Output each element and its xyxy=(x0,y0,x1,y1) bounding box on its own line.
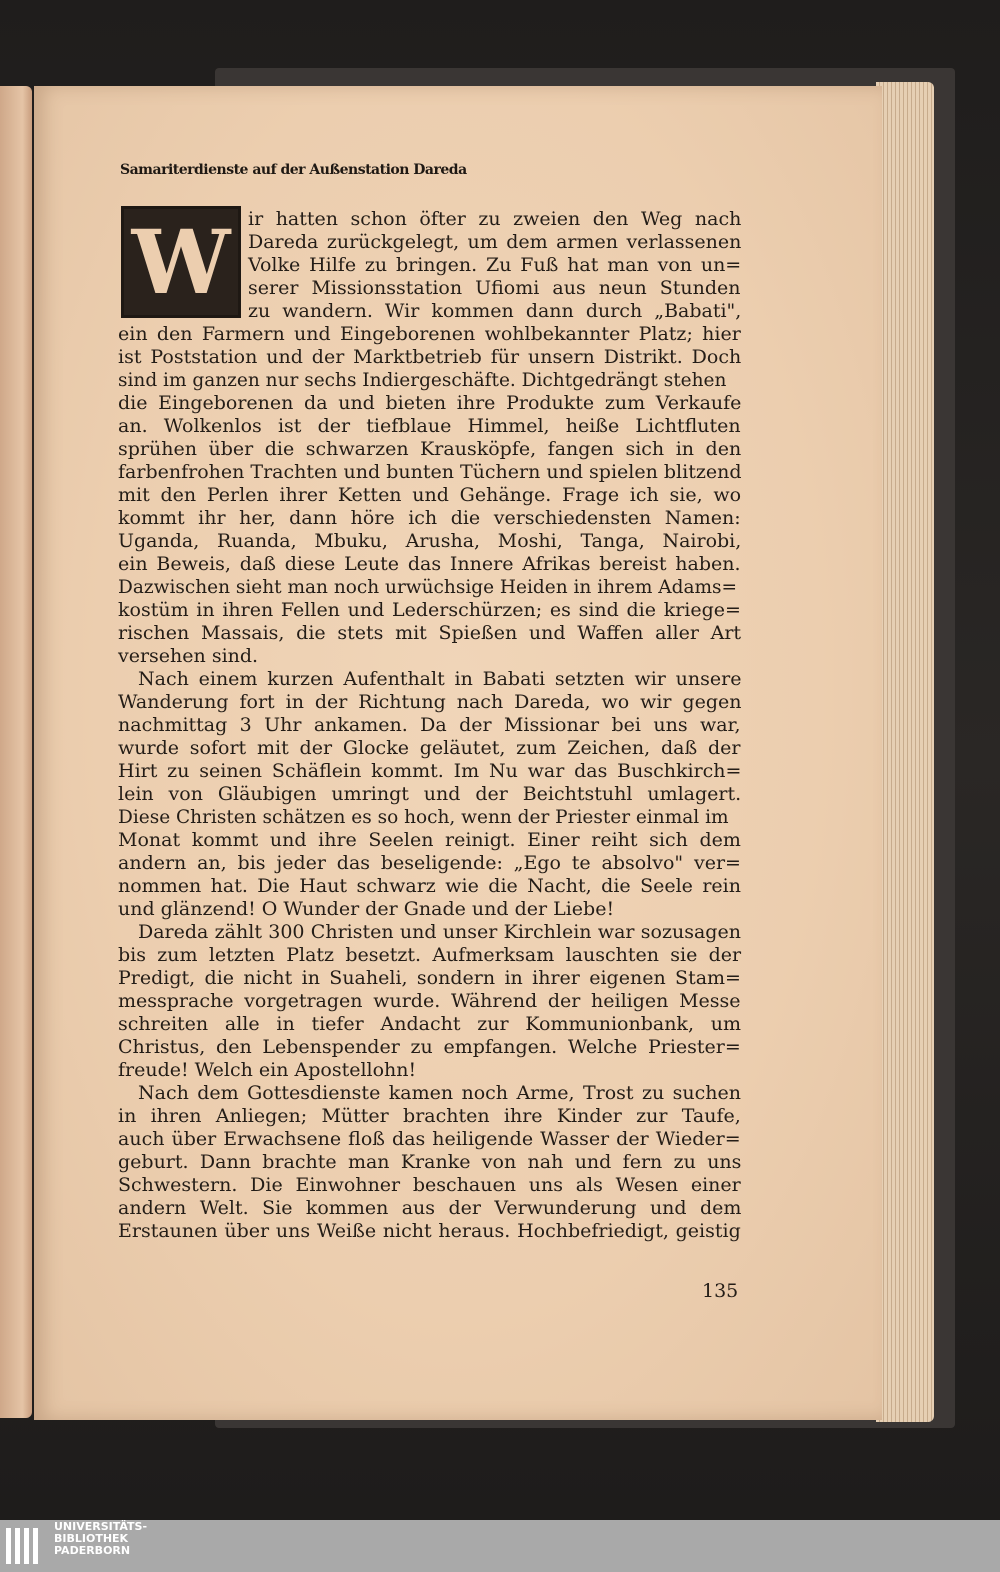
text-line: nachmittag 3 Uhr ankamen. Da der Missionar bei uns war, xyxy=(118,714,741,736)
text-line: Erstaunen über uns Weiße nicht heraus. Hochbefriedigt, geistig xyxy=(118,1220,741,1242)
text-line: bis zum letzten Platz besetzt. Aufmerksam lauschten sie der xyxy=(118,944,742,966)
ornamental-initial xyxy=(121,206,241,318)
text-line: Uganda, Ruanda, Mbuku, Arusha, Moshi, Tanga, Nairobi, xyxy=(118,530,742,552)
text-line: Volke Hilfe zu bringen. Zu Fuß hat man von un= xyxy=(248,254,742,276)
text-line: und glänzend! O Wunder der Gnade und der Liebe! xyxy=(118,898,615,920)
text-line: ein Beweis, daß diese Leute das Innere Afrikas bereist haben. xyxy=(118,553,741,575)
text-line: rischen Massais, die stets mit Spießen und Waffen aller Art xyxy=(118,622,742,644)
text-line: Monat kommt und ihre Seelen reinigt. Einer reiht sich dem xyxy=(118,829,741,851)
library-footer-bar xyxy=(0,1520,1000,1572)
text-line: lein von Gläubigen umringt und der Beichtstuhl umlagert. xyxy=(118,783,742,805)
library-name-line: BIBLIOTHEK xyxy=(54,1532,129,1545)
text-line: serer Missionsstation Ufiomi aus neun Stunden xyxy=(248,277,741,299)
left-page-edge xyxy=(0,86,32,1418)
text-line: mit den Perlen ihrer Ketten und Gehänge. Frage ich sie, wo xyxy=(118,484,742,506)
text-line: in ihren Anliegen; Mütter brachten ihre Kinder zur Taufe, xyxy=(118,1105,741,1127)
text-line: Nach dem Gottesdienste kamen noch Arme, Trost zu suchen xyxy=(138,1082,741,1104)
text-line: sind im ganzen nur sechs Indiergeschäfte. Dichtgedrängt stehen xyxy=(118,370,727,391)
library-logo-icon xyxy=(6,1528,42,1564)
text-line: farbenfrohen Trachten und bunten Tüchern und spielen blitzend xyxy=(118,461,742,483)
text-line: versehen sind. xyxy=(118,645,259,667)
text-line: sprühen über die schwarzen Krausköpfe, fangen sich in den xyxy=(118,438,742,460)
library-name-line: PADERBORN xyxy=(54,1544,131,1557)
text-line: andern an, bis jeder das beseligende: „Ego te absolvo" ver= xyxy=(118,852,741,874)
text-line: auch über Erwachsene floß das heiligende Wasser der Wieder= xyxy=(118,1128,741,1150)
text-line: Dareda zählt 300 Christen und unser Kirchlein war sozusagen xyxy=(138,921,741,943)
text-line: andern Welt. Sie kommen aus der Verwunderung und dem xyxy=(118,1197,742,1219)
text-line: geburt. Dann brachte man Kranke von nah und fern zu uns xyxy=(118,1151,742,1173)
text-line: Dazwischen sieht man noch urwüchsige Heiden in ihrem Adams= xyxy=(118,577,738,598)
page-number: 135 xyxy=(702,1280,739,1302)
text-line: Diese Christen schätzen es so hoch, wenn der Priester einmal im xyxy=(118,807,729,828)
text-line: kommt ihr her, dann höre ich die verschiedensten Namen: xyxy=(118,507,741,529)
library-name xyxy=(54,1521,147,1557)
text-line: ist Poststation und der Marktbetrieb für unsern Distrikt. Doch xyxy=(118,346,742,368)
text-line: Predigt, die nicht in Suaheli, sondern in ihrer eigenen Stam= xyxy=(118,967,741,989)
text-line: zu wandern. Wir kommen dann durch „Babati", xyxy=(248,300,742,322)
text-line: ir hatten schon öfter zu zweien den Weg nach xyxy=(248,208,742,230)
text-line: schreiten alle in tiefer Andacht zur Kommunionbank, um xyxy=(118,1013,741,1035)
page-stack-edge xyxy=(876,82,934,1422)
text-line: ein den Farmern und Eingeborenen wohlbekannter Platz; hier xyxy=(118,323,741,345)
page-heading: Samariterdienste auf der Außenstation Dareda xyxy=(120,162,467,178)
text-line: Hirt zu seinen Schäflein kommt. Im Nu war das Buschkirch= xyxy=(118,760,742,782)
text-line: Schwestern. Die Einwohner beschauen uns als Wesen einer xyxy=(118,1174,741,1196)
text-line: nommen hat. Die Haut schwarz wie die Nacht, die Seele rein xyxy=(118,875,741,897)
text-line: die Eingeborenen da und bieten ihre Produkte zum Verkaufe xyxy=(118,392,742,414)
text-line: an. Wolkenlos ist der tiefblaue Himmel, heiße Lichtfluten xyxy=(118,415,741,437)
text-line: Nach einem kurzen Aufenthalt in Babati setzten wir unsere xyxy=(138,668,742,690)
initial-letter: W xyxy=(131,210,231,314)
text-line: wurde sofort mit der Glocke geläutet, zum Zeichen, daß der xyxy=(118,737,741,759)
text-line: kostüm in ihren Fellen und Lederschürzen; es sind die kriege= xyxy=(118,599,741,621)
text-line: freude! Welch ein Apostellohn! xyxy=(118,1059,417,1081)
text-line: Christus, den Lebenspender zu empfangen. Welche Priester= xyxy=(118,1036,741,1058)
text-line: messprache vorgetragen wurde. Während der heiligen Messe xyxy=(118,990,741,1012)
library-name-line: UNIVERSITÄTS- xyxy=(54,1520,148,1533)
text-line: Wanderung fort in der Richtung nach Dareda, wo wir gegen xyxy=(118,691,742,713)
text-line: Dareda zurückgelegt, um dem armen verlassenen xyxy=(248,231,742,253)
